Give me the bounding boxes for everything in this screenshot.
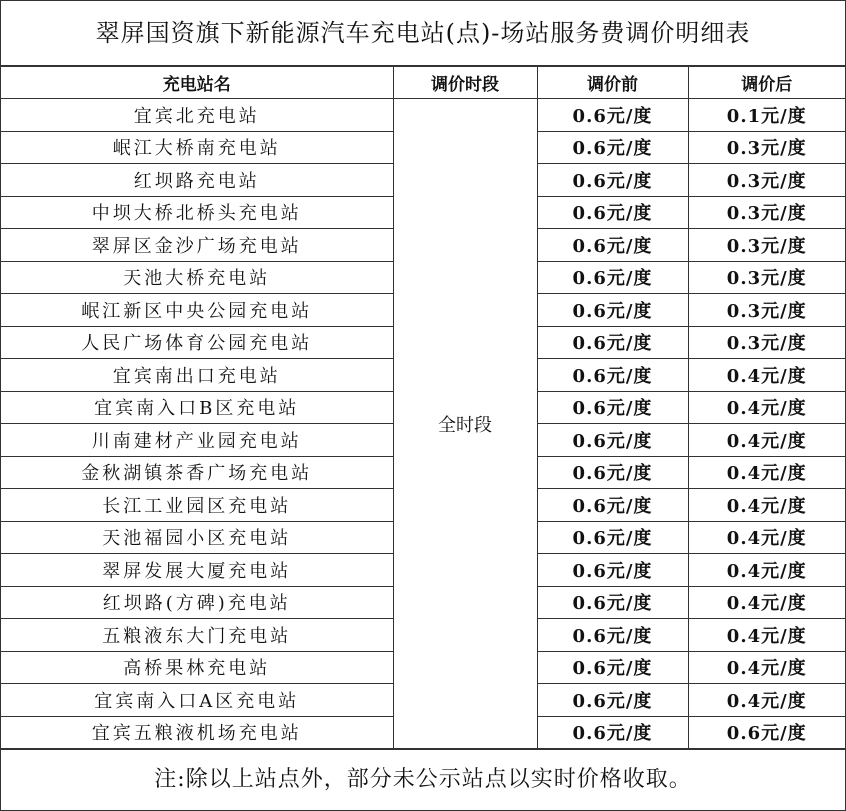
price-before: 0.6元/度	[537, 131, 688, 164]
price-before: 0.6元/度	[537, 716, 688, 749]
price-before: 0.6元/度	[537, 229, 688, 262]
price-before: 0.6元/度	[537, 164, 688, 197]
station-name: 宜宾北充电站	[1, 99, 393, 132]
price-after: 0.3元/度	[688, 229, 845, 262]
station-name: 天池福园小区充电站	[1, 521, 393, 554]
price-after: 0.4元/度	[688, 489, 845, 522]
station-name: 天池大桥充电站	[1, 261, 393, 294]
station-name: 岷江大桥南充电站	[1, 131, 393, 164]
price-after: 0.3元/度	[688, 196, 845, 229]
station-name: 岷江新区中央公园充电站	[1, 294, 393, 327]
price-after: 0.3元/度	[688, 261, 845, 294]
station-name: 宜宾五粮液机场充电站	[1, 716, 393, 749]
price-before: 0.6元/度	[537, 261, 688, 294]
price-before: 0.6元/度	[537, 456, 688, 489]
price-before: 0.6元/度	[537, 651, 688, 684]
price-after: 0.4元/度	[688, 684, 845, 717]
period-cell: 全时段	[393, 99, 537, 749]
station-name: 宜宾南入口B区充电站	[1, 391, 393, 424]
price-after: 0.4元/度	[688, 521, 845, 554]
header-row	[1, 67, 845, 99]
price-before: 0.6元/度	[537, 521, 688, 554]
price-before: 0.6元/度	[537, 684, 688, 717]
header-period: 调价时段	[393, 67, 537, 99]
price-after: 0.4元/度	[688, 391, 845, 424]
price-after: 0.3元/度	[688, 131, 845, 164]
price-before: 0.6元/度	[537, 554, 688, 587]
price-after: 0.3元/度	[688, 164, 845, 197]
price-after: 0.4元/度	[688, 619, 845, 652]
price-after: 0.1元/度	[688, 99, 845, 132]
header-after: 调价后	[688, 67, 845, 99]
station-name: 长江工业园区充电站	[1, 489, 393, 522]
station-name: 金秋湖镇茶香广场充电站	[1, 456, 393, 489]
price-before: 0.6元/度	[537, 196, 688, 229]
price-after: 0.3元/度	[688, 326, 845, 359]
station-name: 中坝大桥北桥头充电站	[1, 196, 393, 229]
price-before: 0.6元/度	[537, 391, 688, 424]
price-table	[1, 67, 845, 749]
station-name: 人民广场体育公园充电站	[1, 326, 393, 359]
station-name: 宜宾南出口充电站	[1, 359, 393, 392]
price-before: 0.6元/度	[537, 294, 688, 327]
station-name: 高桥果林充电站	[1, 651, 393, 684]
price-before: 0.6元/度	[537, 99, 688, 132]
station-name: 红坝路(方碑)充电站	[1, 586, 393, 619]
footnote: 注:除以上站点外，部分未公示站点以实时价格收取。	[1, 748, 845, 810]
price-before: 0.6元/度	[537, 326, 688, 359]
station-name: 五粮液东大门充电站	[1, 619, 393, 652]
header-station-name: 充电站名	[1, 67, 393, 99]
price-after: 0.3元/度	[688, 294, 845, 327]
price-after: 0.4元/度	[688, 424, 845, 457]
station-name: 翠屏区金沙广场充电站	[1, 229, 393, 262]
table-title: 翠屏国资旗下新能源汽车充电站(点)-场站服务费调价明细表	[1, 1, 845, 67]
price-after: 0.4元/度	[688, 651, 845, 684]
price-after: 0.4元/度	[688, 554, 845, 587]
station-name: 川南建材产业园充电站	[1, 424, 393, 457]
table-row	[1, 99, 845, 132]
price-before: 0.6元/度	[537, 489, 688, 522]
header-before: 调价前	[537, 67, 688, 99]
price-after: 0.4元/度	[688, 456, 845, 489]
station-name: 宜宾南入口A区充电站	[1, 684, 393, 717]
price-before: 0.6元/度	[537, 359, 688, 392]
station-name: 翠屏发展大厦充电站	[1, 554, 393, 587]
station-name: 红坝路充电站	[1, 164, 393, 197]
price-after: 0.4元/度	[688, 586, 845, 619]
price-before: 0.6元/度	[537, 424, 688, 457]
price-before: 0.6元/度	[537, 586, 688, 619]
price-before: 0.6元/度	[537, 619, 688, 652]
price-after: 0.6元/度	[688, 716, 845, 749]
price-after: 0.4元/度	[688, 359, 845, 392]
